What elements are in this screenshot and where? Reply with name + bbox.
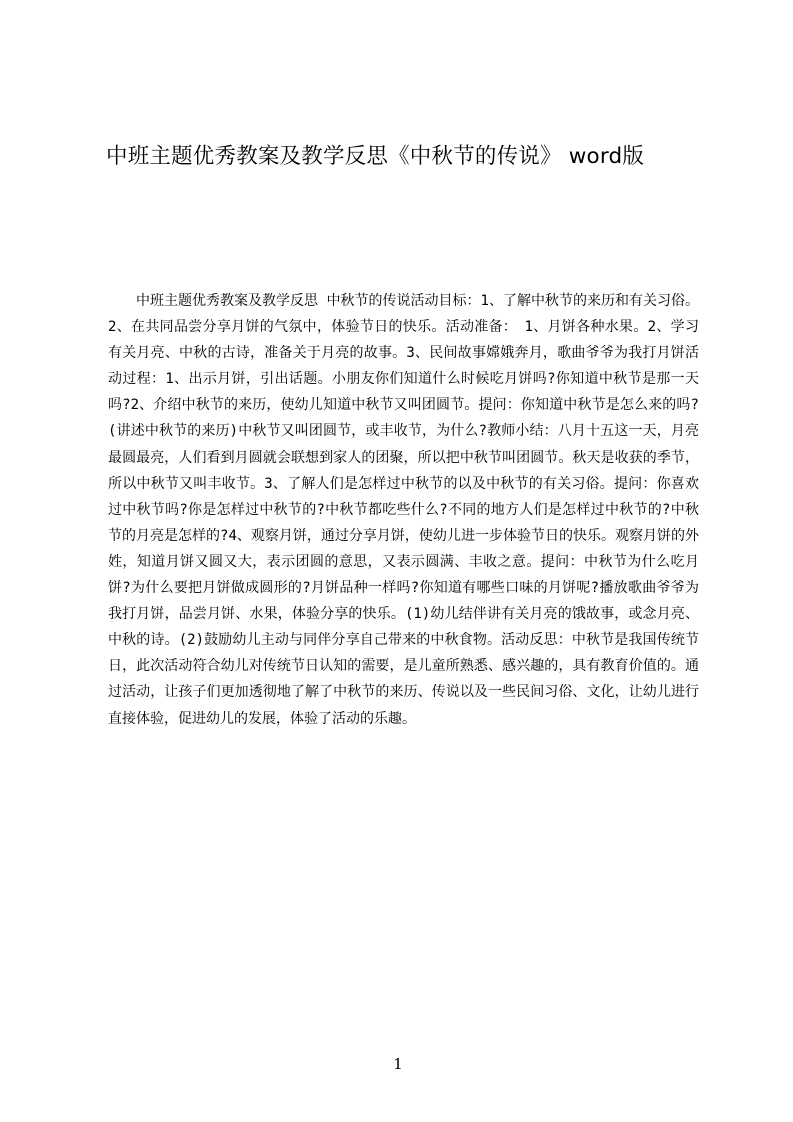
document-title: 中班主题优秀教案及教学反思《中秋节的传说》 word版 xyxy=(106,144,645,169)
document-body-paragraph: 中班主题优秀教案及教学反思 中秋节的传说活动目标：1、了解中秋节的来历和有关习俗。2、在共同品尝分享月饼的气氛中，体验节日的快乐。活动准备： 1、月饼各种水果。2、学习有关月亮、中秋的古诗，准备关于月亮的故事。3、民间故事嫦娥奔月，歌曲爷爷为我打月饼活动过程：1、出示月饼，引出话题。小朋友你们知道什么时候吃月饼吗?你知道中秋节是那一天吗?2、介绍中秋节的来历，使幼儿知道中秋节又叫团圆节。提问：你知道中秋节是怎么来的吗?(讲述中秋节的来历)中秋节又叫团圆节，或丰收节，为什么?教师小结：八月十五这一天，月亮最圆最亮，人们看到月圆就会联想到家人的团聚，所以把中秋节叫团圆节。秋天是收获的季节，所以中秋节又叫丰收节。3、了解人们是怎样过中秋节的以及中秋节的有关习俗。提问：你喜欢过中秋节吗?你是怎样过中秋节的?中秋节都吃些什么?不同的地方人们是怎样过中秋节的?中秋节的月亮是怎样的?4、观察月饼，通过分享月饼，使幼儿进一步体验节日的快乐。观察月饼的外姓，知道月饼又圆又大，表示团圆的意思，又表示圆满、丰收之意。提问：中秋节为什么吃月饼?为什么要把月饼做成圆形的?月饼品种一样吗?你知道有哪些口味的月饼呢?播放歌曲爷爷为我打月饼，品尝月饼、水果，体验分享的快乐。(1)幼儿结伴讲有关月亮的饿故事，或念月亮、中秋的诗。(2)鼓励幼儿主动与同伴分享自己带来的中秋食物。活动反思：中秋节是我国传统节日，此次活动符合幼儿对传统节日认知的需要，是儿童所熟悉、感兴趣的，具有教育价值的。通过活动，让孩子们更加透彻地了解了中秋节的来历、传说以及一些民间习俗、文化，让幼儿进行直接体验，促进幼儿的发展，体验了活动的乐趣。 xyxy=(108,293,699,727)
page-number: 1 xyxy=(393,1055,403,1073)
